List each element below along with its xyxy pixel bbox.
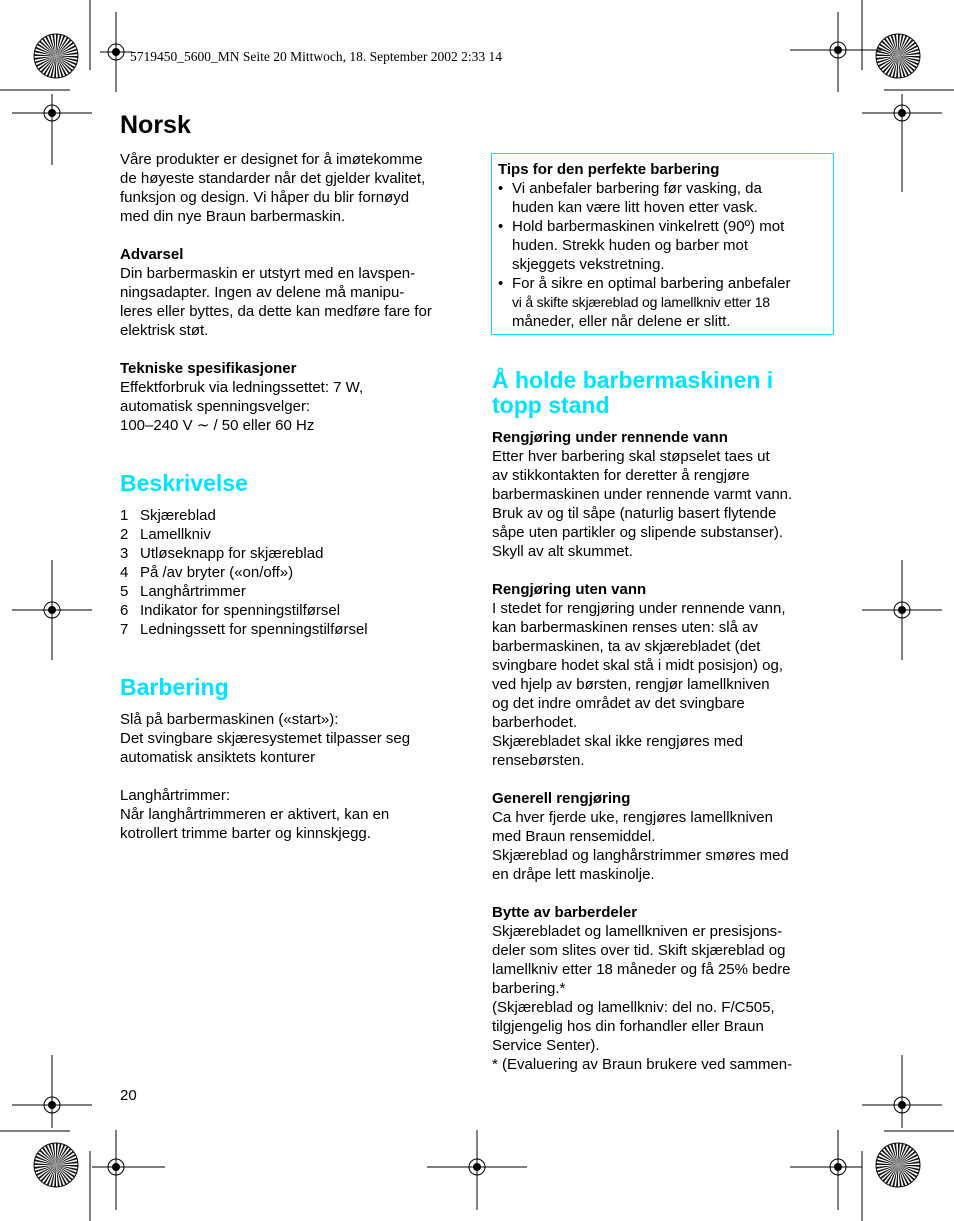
intro-line: Våre produkter er designet for å imøtekomme — [120, 151, 423, 168]
trimmer-line: Langhårtrimmer: — [120, 787, 231, 804]
intro-line: med din nye Braun barbermaskin. — [120, 208, 346, 225]
intro-line: de høyeste standarder når det gjelder kvalitet, — [120, 170, 426, 187]
warning-line: elektrisk støt. — [120, 322, 209, 339]
section-line: Service Senter). — [492, 1037, 600, 1054]
section-line: tilgjengelig hos din forhandler eller Braun — [492, 1018, 764, 1035]
description-heading: Beskrivelse — [120, 470, 248, 496]
list-item: 7 Ledningssett for spenningstilførsel — [120, 621, 368, 638]
section-line: en dråpe lett maskinolje. — [492, 866, 655, 883]
specs-heading: Tekniske spesifikasjoner — [120, 360, 297, 377]
list-item: 5 Langhårtrimmer — [120, 583, 246, 600]
warning-heading: Advarsel — [120, 246, 184, 263]
tips-box — [491, 153, 834, 335]
registration-mark-right-top — [862, 94, 942, 192]
left-column — [120, 150, 465, 843]
section-line: I stedet for rengjøring under rennende vann, — [492, 600, 786, 617]
section-line: svingbare hodet skal stå i midt posisjon) og, — [492, 657, 783, 674]
list-item: 6 Indikator for spenningstilførsel — [120, 602, 341, 619]
section-heading: Rengjøring under rennende vann — [492, 429, 728, 446]
parts-list — [120, 506, 465, 639]
section-line: og det indre området av det svingbare — [492, 695, 745, 712]
section-heading: Bytte av barberdeler — [492, 904, 638, 921]
page-title: Norsk — [120, 111, 191, 139]
section-line: (Skjæreblad og lamellkniv: del no. F/C505, — [492, 999, 775, 1016]
shaving-line: Slå på barbermaskinen («start»): — [120, 711, 339, 728]
shaving-line: automatisk ansiktets konturer — [120, 749, 316, 766]
tip-line: Vi anbefaler barbering før vasking, da — [512, 180, 762, 197]
print-slug: 5719450_5600_MN Seite 20 Mittwoch, 18. September 2002 2:33 14 — [130, 49, 502, 64]
list-item: 1 Skjæreblad — [120, 507, 216, 524]
tip-item: • Hold barbermaskinen vinkelrett (90º) mot huden. Strekk huden og barber mot skjeggets vekstretning. — [498, 218, 785, 273]
section-heading: Generell rengjøring — [492, 790, 631, 807]
section-line: Skjærebladet og lamellkniven er presisjons- — [492, 923, 783, 940]
care-heading: Å holde barbermaskinen i topp stand — [492, 367, 774, 418]
section-line: Skjærebladet skal ikke rengjøres med — [492, 733, 743, 750]
section-line: såpe uten partikler og slipende substanser). — [492, 524, 784, 541]
warning-line: Din barbermaskin er utstyrt med en lavspen- — [120, 265, 416, 282]
section-line: * (Evaluering av Braun brukere ved sammen- — [492, 1056, 793, 1073]
tip-line: skjeggets vekstretning. — [512, 256, 665, 273]
registration-mark-right-bottom — [862, 1055, 942, 1128]
section-line: barberhodet. — [492, 714, 578, 731]
tip-line: Hold barbermaskinen vinkelrett (90º) mot — [512, 218, 785, 235]
list-item: 4 På /av bryter («on/off») — [120, 564, 294, 581]
tip-line: huden. Strekk huden og barber mot — [512, 237, 748, 254]
section-line: barbering.* — [492, 980, 566, 997]
section-line: Bruk av og til såpe (naturlig basert flytende — [492, 505, 777, 522]
registration-mark-left-bottom — [12, 1055, 92, 1128]
tips-heading: Tips for den perfekte barbering — [498, 161, 720, 178]
tip-line: For å sikre en optimal barbering anbefaler — [512, 275, 791, 292]
tip-item: • Vi anbefaler barbering før vasking, da huden kan være litt hoven etter vask. — [498, 180, 762, 216]
warning-line: ningsadapter. Ingen av delene må manipu- — [120, 284, 405, 301]
section-line: barbermaskinen, ta av skjærebladet (det — [492, 638, 761, 655]
tip-line: vi å skifte skjæreblad og lamellkniv etter 18 — [512, 294, 770, 310]
section-line: lamellkniv etter 18 måneder og få 25% bedre — [492, 961, 791, 978]
right-column — [492, 368, 837, 1074]
specs-line: Effektforbruk via ledningssettet: 7 W, — [120, 379, 364, 396]
specs-line: automatisk spenningsvelger: — [120, 398, 311, 415]
section-line: med Braun rensemiddel. — [492, 828, 656, 845]
section-line: Etter hver barbering skal støpselet taes ut — [492, 448, 770, 465]
starburst-mark-bottom-right — [876, 1143, 920, 1187]
starburst-mark-top-right — [876, 34, 920, 78]
list-item: 3 Utløseknapp for skjæreblad — [120, 545, 324, 562]
section-line: rensebørsten. — [492, 752, 585, 769]
registration-mark-left-top — [12, 94, 92, 165]
section-line: Skjæreblad og langhårstrimmer smøres med — [492, 847, 789, 864]
section-line: av stikkontakten for deretter å rengjøre — [492, 467, 750, 484]
registration-mark-bottom-right — [790, 1130, 862, 1210]
tip-line: huden kan være litt hoven etter vask. — [512, 199, 758, 216]
page-number: 20 — [120, 1087, 137, 1104]
specs-line: 100–240 V ∼ / 50 eller 60 Hz — [120, 417, 315, 434]
trimmer-line: kotrollert trimme barter og kinnskjegg. — [120, 825, 371, 842]
warning-line: leres eller byttes, da dette kan medføre fare for — [120, 303, 432, 320]
trimmer-line: Når langhårtrimmeren er aktivert, kan en — [120, 806, 390, 823]
section-line: Skyll av alt skummet. — [492, 543, 633, 560]
registration-mark-bottom-left — [92, 1130, 165, 1210]
section-line: Ca hver fjerde uke, rengjøres lamellkniven — [492, 809, 773, 826]
section-line: kan barbermaskinen renses uten: slå av — [492, 619, 758, 636]
intro-line: funksjon og design. Vi håper du blir fornøyd — [120, 189, 410, 206]
shaving-heading: Barbering — [120, 674, 229, 700]
starburst-mark-top-left — [34, 34, 78, 78]
list-item: 2 Lamellkniv — [120, 526, 211, 543]
section-heading: Rengjøring uten vann — [492, 581, 647, 598]
section-line: barbermaskinen under rennende varmt vann. — [492, 486, 793, 503]
starburst-mark-bottom-left — [34, 1143, 78, 1187]
section-line: deler som slites over tid. Skift skjæreblad og — [492, 942, 786, 959]
tip-line: måneder, eller når delene er slitt. — [512, 313, 731, 330]
tip-item: • For å sikre en optimal barbering anbefaler vi å skifte skjæreblad og lamellkniv etter 18 måneder, eller når delene er slitt. — [498, 275, 791, 330]
shaving-line: Det svingbare skjæresystemet tilpasser seg — [120, 730, 411, 747]
section-line: ved hjelp av børsten, rengjør lamellkniven — [492, 676, 770, 693]
